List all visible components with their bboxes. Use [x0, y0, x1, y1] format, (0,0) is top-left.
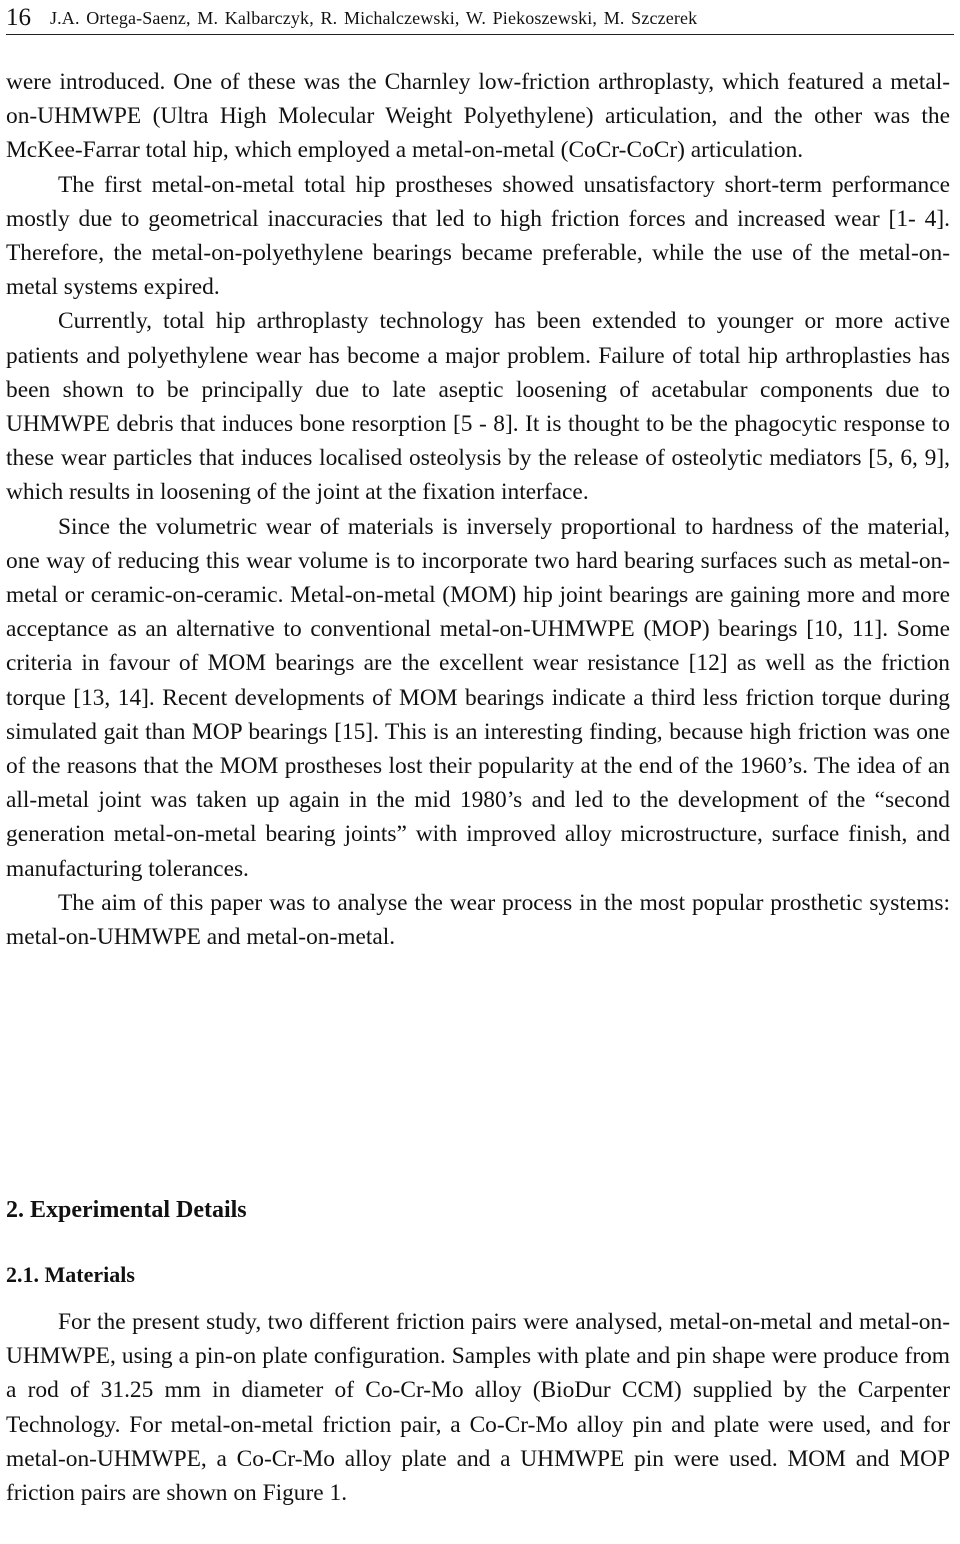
- paragraph-polyethylene-wear: Currently, total hip arthroplasty technology has been extended to younger or more active patients and polyethylene wear has become a major problem. Failure of total hip arthroplasties has been shown to be principally due to late aseptic loosening of acetabular components due to UHMWPE debris that induces bone resorption [5 - 8]. It is thought to be the phagocytic response to these wear particles that induces localised osteolysis by the release of osteolytic mediators [5, 6, 9], which results in loosening of the joint at the fixation interface.: [6, 308, 950, 506]
- section-heading: 2. Experimental Details: [6, 1197, 247, 1223]
- paragraph-continuation: were introduced. One of these was the Charnley low-friction arthroplasty, which featured a metal-on-UHMWPE (Ultra High Molecular Weight Polyethylene) articulation, and the other was the McKee-Farrar total hip, which employed a metal-on-metal (CoCr-CoCr) articulation.: [6, 69, 950, 164]
- author-list: J.A. Ortega-Saenz, M. Kalbarczyk, R. Michalczewski, W. Piekoszewski, M. Szczerek: [50, 8, 698, 28]
- paragraph-volumetric-wear: Since the volumetric wear of materials is inversely proportional to hardness of the material, one way of reducing this wear volume is to incorporate two hard bearing surfaces such as metal-on-metal or ceramic-on-ceramic. Metal-on-metal (MOM) hip joint bearings are gaining more and more acceptance as an alternative to conventional metal-on-UHMWPE (MOP) bearings [10, 11]. Some criteria in favour of MOM bearings are the excellent wear resistance [12] as well as the friction torque [13, 14]. Recent developments of MOM bearings indicate a third less friction torque during simulated gait than MOP bearings [15]. This is an interesting finding, because high friction was one of the reasons that the MOM prostheses lost their popularity at the end of the 1960’s. The idea of an all-metal joint was taken up again in the mid 1980’s and led to the development of the “second generation metal-on-metal bearing joints” with improved alloy microstructure, surface finish, and manufacturing tolerances.: [6, 513, 950, 882]
- intro-body: [6, 65, 950, 954]
- running-head: [6, 2, 954, 35]
- paragraph-aim: The aim of this paper was to analyse the wear process in the most popular prosthetic systems: metal-on-UHMWPE and metal-on-metal.: [6, 889, 950, 951]
- materials-body: [6, 1305, 950, 1510]
- subsection-heading: 2.1. Materials: [6, 1262, 135, 1287]
- page-number: 16: [6, 4, 31, 31]
- paragraph-materials: For the present study, two different friction pairs were analysed, metal-on-metal and metal-on-UHMWPE, using a pin-on plate configuration. Samples with plate and pin shape were produce from a rod of 31.25 mm in diameter of Co-Cr-Mo alloy (BioDur CCM) supplied by the Carpenter Technology. For metal-on-metal friction pair, a Co-Cr-Mo alloy pin and plate were used, and for metal-on-UHMWPE, a Co-Cr-Mo alloy plate and a UHMWPE pin were used. MOM and MOP friction pairs are shown on Figure 1.: [6, 1309, 950, 1507]
- paragraph-first-mom-prostheses: The first metal-on-metal total hip prostheses showed unsatisfactory short-term performance mostly due to geometrical inaccuracies that led to high friction forces and increased wear [1- 4]. Therefore, the metal-on-polyethylene bearings became preferable, while the use of the metal-on-metal systems expired.: [6, 171, 950, 301]
